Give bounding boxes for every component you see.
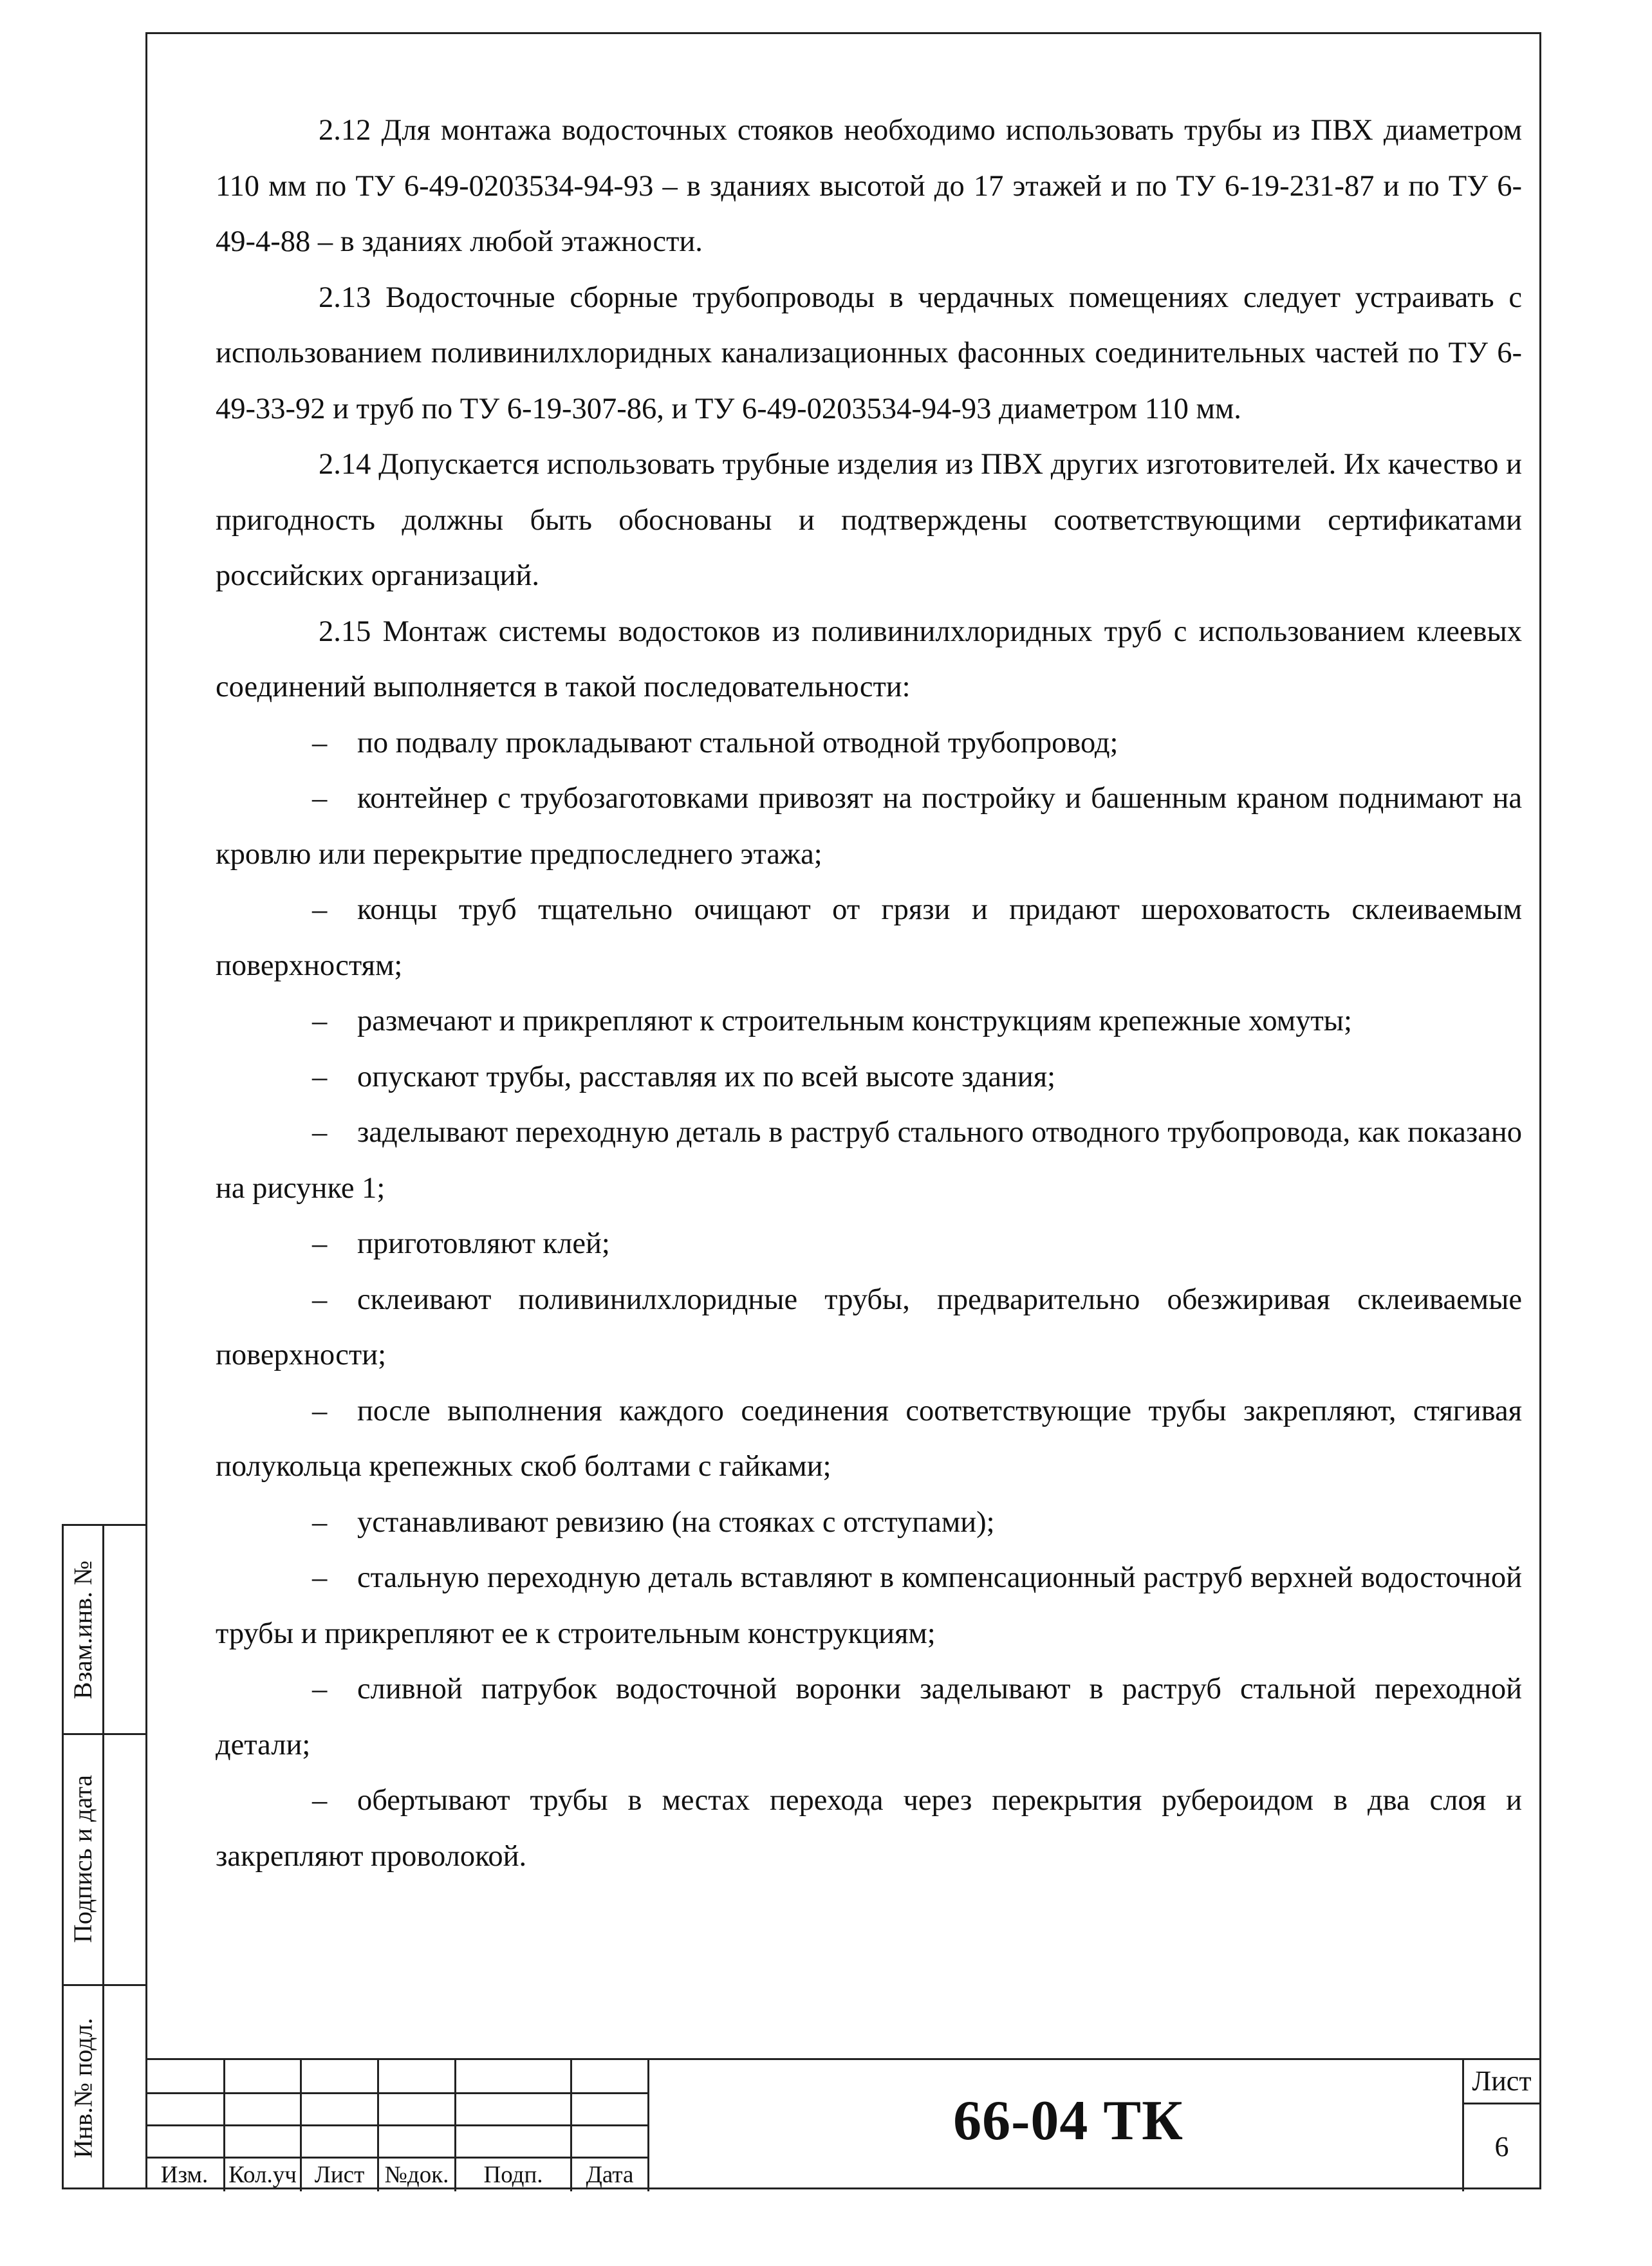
list-dash: – xyxy=(312,1283,328,1316)
list-item xyxy=(216,1550,1522,1662)
title-block-row-line xyxy=(145,2124,647,2126)
list-item xyxy=(216,1105,1522,1216)
side-label-vzam-inv: Взам.инв. № xyxy=(68,1560,98,1699)
label-ndok: №док. xyxy=(384,2161,449,2188)
document-body xyxy=(216,103,1522,1884)
list-item-text: контейнер с трубозаготовками привозят на постройку и башенным краном поднимают на кровлю или перекрытие предпоследнего этажа; xyxy=(216,782,1522,871)
list-item xyxy=(216,994,1522,1050)
list-dash: – xyxy=(312,1505,328,1539)
list-item xyxy=(216,1773,1522,1884)
list-dash: – xyxy=(312,1005,328,1037)
side-stamp-divider xyxy=(102,1526,104,2187)
list-item-text: сливной патрубок водосточной воронки заделывают в раструб стальной переходной детали; xyxy=(216,1673,1522,1761)
list-item xyxy=(216,1384,1522,1495)
list-item xyxy=(216,771,1522,882)
list-item-text: стальную переходную деталь вставляют в компенсационный раструб верхней водосточной трубы и прикрепляют ее к строительным конструкциям; xyxy=(216,1561,1522,1650)
list-item-text: опускают трубы, расставляя их по всей высоте здания; xyxy=(357,1060,1056,1093)
list-item-text: по подвалу прокладывают стальной отводной трубопровод; xyxy=(357,726,1118,759)
list-item xyxy=(216,1495,1522,1551)
list-item-text: склеивают поливинилхлоридные трубы, предварительно обезжиривая склеиваемые поверхности; xyxy=(216,1283,1522,1371)
list-dash: – xyxy=(312,782,328,815)
side-label-cell xyxy=(64,1733,102,1984)
label-kol-uch: Кол.уч xyxy=(228,2161,297,2188)
side-label-cell xyxy=(64,1526,102,1733)
list-item-text: обертывают трубы в местах перехода через перекрытия рубероидом в два слоя и закрепляют проволокой. xyxy=(216,1784,1522,1873)
side-label-inv-podl: Инв.№ подл. xyxy=(68,2018,98,2158)
side-label-cell xyxy=(64,1984,102,2191)
title-block-col-line xyxy=(647,2060,649,2191)
label-list: Лист xyxy=(314,2161,365,2188)
list-item xyxy=(216,1272,1522,1384)
list-item-text: концы труб тщательно очищают от грязи и придают шероховатость склеиваемым поверхностям; xyxy=(216,893,1522,982)
list-dash: – xyxy=(312,1116,328,1149)
list-item xyxy=(216,1050,1522,1106)
sheet-label: Лист xyxy=(1472,2065,1532,2097)
label-data: Дата xyxy=(586,2161,634,2188)
list-item xyxy=(216,1662,1522,1773)
list-dash: – xyxy=(312,1784,328,1817)
list-item xyxy=(216,1216,1522,1272)
sheet-number: 6 xyxy=(1494,2130,1509,2162)
list-dash: – xyxy=(312,1673,328,1705)
paragraph-2-12: 2.12 Для монтажа водосточных стояков необходимо использовать трубы из ПВХ диаметром 110 мм по ТУ 6-49-0203534-94-93 – в зданиях высотой до 17 этажей и по ТУ 6-19-231-87 и по ТУ 6-49-4-88 – в зданиях любой этажности. xyxy=(216,114,1522,258)
title-block-row-line xyxy=(145,2092,647,2094)
list-dash: – xyxy=(312,1394,328,1427)
paragraph-2-15: 2.15 Монтаж системы водостоков из поливинилхлоридных труб с использованием клеевых соединений выполняется в такой последовательности: xyxy=(216,615,1522,703)
paragraph-2-13: 2.13 Водосточные сборные трубопроводы в чердачных помещениях следует устраивать с использованием поливинилхлоридных канализационных фасонных соединительных частей по ТУ 6-49-33-92 и труб по ТУ 6-19-307-86, и ТУ 6-49-0203534-94-93 диаметром 110 мм. xyxy=(216,281,1522,425)
list-dash: – xyxy=(312,726,328,759)
label-podp: Подп. xyxy=(483,2161,543,2188)
list-dash: – xyxy=(312,1060,328,1093)
list-item-text: устанавливают ревизию (на стояках с отступами); xyxy=(357,1505,995,1539)
document-code: 66-04 ТК xyxy=(953,2089,1183,2152)
list-item-text: заделывают переходную деталь в раструб стального отводного трубопровода, как показано на рисунке 1; xyxy=(216,1116,1522,1205)
label-izm: Изм. xyxy=(160,2161,209,2188)
list-item-text: размечают и прикрепляют к строительным конструкциям крепежные хомуты; xyxy=(357,1005,1352,1037)
list-dash: – xyxy=(312,1227,328,1260)
side-stamp xyxy=(62,1524,145,2189)
list-item-text: после выполнения каждого соединения соответствующие трубы закрепляют, стягивая полукольца крепежных скоб болтами с гайками; xyxy=(216,1394,1522,1483)
list-dash: – xyxy=(312,1561,328,1594)
list-item xyxy=(216,716,1522,772)
list-item xyxy=(216,882,1522,994)
list-dash: – xyxy=(312,893,328,926)
side-label-podpis-data: Подпись и дата xyxy=(68,1774,98,1943)
paragraph-2-14: 2.14 Допускается использовать трубные изделия из ПВХ других изготовителей. Их качество и пригодность должны быть обоснованы и подтверждены соответствующими сертификатами российских организаций. xyxy=(216,448,1522,592)
list-item-text: приготовляют клей; xyxy=(357,1227,610,1260)
